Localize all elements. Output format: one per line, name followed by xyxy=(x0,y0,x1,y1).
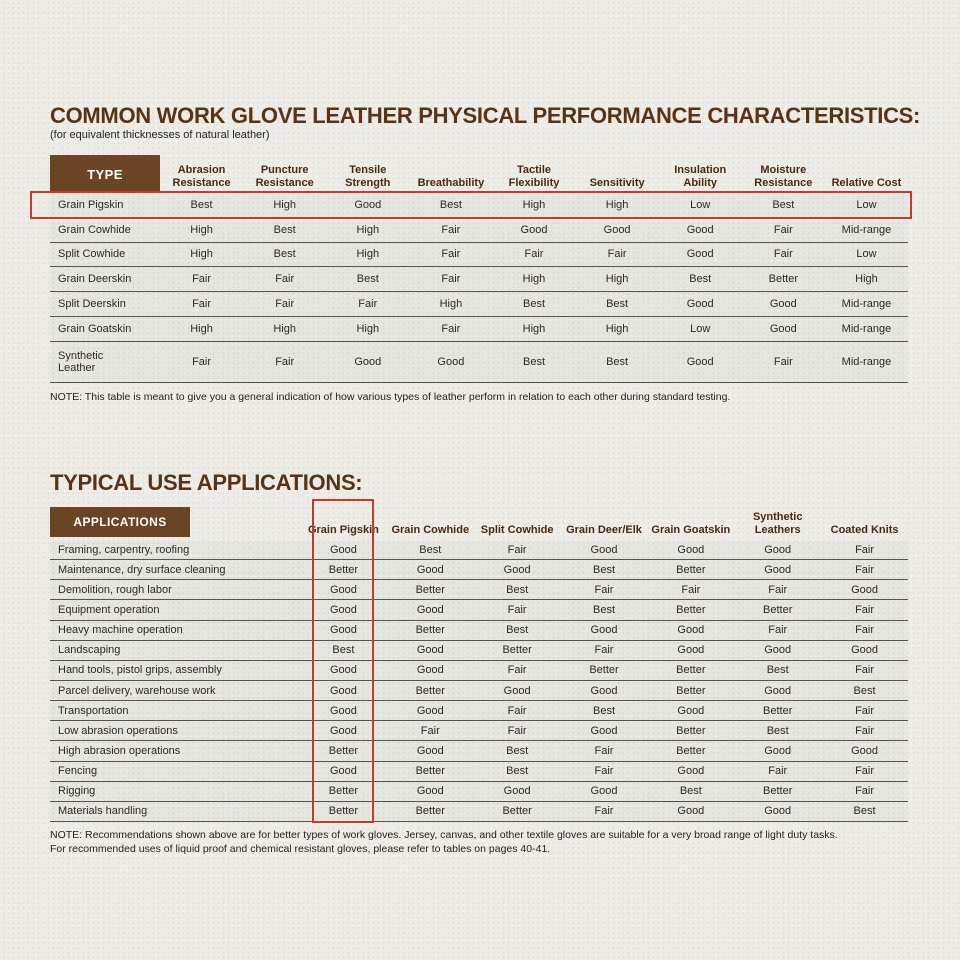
value-cell: Good xyxy=(590,785,618,798)
value-cell: Good xyxy=(329,583,357,596)
table-row xyxy=(50,580,908,600)
value-cell: Fair xyxy=(275,355,295,368)
value-cell: Good xyxy=(686,248,714,261)
table-row xyxy=(50,292,908,317)
value-cell: Fair xyxy=(441,273,461,286)
value-cell: Fair xyxy=(594,583,614,596)
value-cell: High xyxy=(356,322,380,335)
value-cell: Best xyxy=(592,704,615,717)
value-cell: Good xyxy=(416,644,444,657)
value-cell: Best xyxy=(606,298,629,311)
value-cell: Good xyxy=(764,684,792,697)
value-cell: Better xyxy=(415,805,445,818)
value-cell: High xyxy=(522,198,546,211)
value-cell: Mid-range xyxy=(841,298,892,311)
value-cell: High xyxy=(273,322,296,335)
column-header-synthetic: Synthetic Leathers xyxy=(752,511,803,537)
value-cell: High xyxy=(522,273,546,286)
value-cell: High xyxy=(356,223,380,236)
value-cell: Good xyxy=(329,765,357,778)
value-cell: Good xyxy=(329,724,357,737)
column-header-grain-cowhide: Grain Cowhide xyxy=(391,524,470,537)
value-cell: Fair xyxy=(507,704,527,717)
applications-note-line2: For recommended uses of liquid proof and chemical resistant gloves, please refer to tables on pages 40-41. xyxy=(50,843,551,856)
value-cell: Better xyxy=(768,273,798,286)
table-row xyxy=(50,193,908,218)
value-cell: Good xyxy=(686,298,714,311)
row-label: Equipment operation xyxy=(58,603,160,616)
value-cell: Fair xyxy=(773,248,793,261)
table-row xyxy=(50,243,908,268)
row-label: Grain Deerskin xyxy=(58,273,132,286)
value-cell: Good xyxy=(416,603,444,616)
value-cell: Fair xyxy=(275,273,295,286)
value-cell: Fair xyxy=(358,298,378,311)
value-cell: Best xyxy=(273,223,296,236)
value-cell: Best xyxy=(689,273,712,286)
value-cell: Good xyxy=(764,644,792,657)
column-header-coated-knits: Coated Knits xyxy=(830,524,899,537)
table-row xyxy=(50,621,908,641)
value-cell: Fair xyxy=(855,704,875,717)
row-label: Grain Pigskin xyxy=(58,198,124,211)
value-cell: Fair xyxy=(855,724,875,737)
value-cell: Good xyxy=(416,664,444,677)
column-header-split-cowhide: Split Cowhide xyxy=(480,524,554,537)
value-cell: High xyxy=(439,298,463,311)
value-cell: Fair xyxy=(275,298,295,311)
value-cell: Good xyxy=(354,198,382,211)
value-cell: Best xyxy=(679,785,702,798)
row-label: Framing, carpentry, roofing xyxy=(58,543,190,556)
value-cell: Good xyxy=(851,644,879,657)
value-cell: Better xyxy=(676,684,706,697)
value-cell: Good xyxy=(851,583,879,596)
value-cell: Fair xyxy=(507,664,527,677)
value-cell: Good xyxy=(686,223,714,236)
value-cell: Good xyxy=(764,744,792,757)
table-row xyxy=(50,317,908,342)
value-cell: Fair xyxy=(855,664,875,677)
value-cell: Fair xyxy=(594,765,614,778)
row-label: Landscaping xyxy=(58,644,121,657)
value-cell: Good xyxy=(677,704,705,717)
value-cell: Good xyxy=(764,805,792,818)
column-header-tensile: Tensile Strength xyxy=(345,164,391,190)
characteristics-subtitle: (for equivalent thicknesses of natural leather) xyxy=(50,129,270,141)
value-cell: Good xyxy=(764,543,792,556)
column-header-cost: Relative Cost xyxy=(831,177,902,190)
value-cell: Good xyxy=(764,563,792,576)
value-cell: Good xyxy=(590,724,618,737)
value-cell: Fair xyxy=(507,543,527,556)
value-cell: Good xyxy=(590,684,618,697)
value-cell: High xyxy=(356,248,380,261)
value-cell: Fair xyxy=(773,355,793,368)
value-cell: Better xyxy=(328,563,359,576)
value-cell: Better xyxy=(328,805,359,818)
value-cell: Fair xyxy=(855,603,875,616)
row-label: Grain Goatskin xyxy=(58,322,132,335)
value-cell: Good xyxy=(329,603,357,616)
value-cell: Good xyxy=(677,644,705,657)
value-cell: Fair xyxy=(507,603,527,616)
value-cell: Best xyxy=(522,298,545,311)
characteristics-note: NOTE: This table is meant to give you a general indication of how various types of leather perform in relation to each other during standard testing. xyxy=(50,391,731,403)
value-cell: Best xyxy=(439,198,462,211)
applications-note xyxy=(50,828,838,856)
value-cell: Better xyxy=(676,724,706,737)
value-cell: Good xyxy=(677,805,705,818)
value-cell: Good xyxy=(503,785,531,798)
value-cell: Better xyxy=(328,744,359,757)
value-cell: Better xyxy=(415,583,445,596)
value-cell: Fair xyxy=(768,583,788,596)
table-row xyxy=(50,218,908,243)
value-cell: High xyxy=(522,322,546,335)
table-row xyxy=(50,762,908,782)
characteristics-table-body xyxy=(50,193,908,383)
table-row xyxy=(50,342,908,383)
value-cell: Better xyxy=(763,704,793,717)
value-cell: Best xyxy=(273,248,296,261)
row-label: Low abrasion operations xyxy=(58,724,178,737)
row-label: Demolition, rough labor xyxy=(58,583,172,596)
value-cell: Good xyxy=(329,543,357,556)
applications-table xyxy=(50,504,908,822)
value-cell: Fair xyxy=(768,624,788,637)
value-cell: Good xyxy=(437,355,465,368)
value-cell: Fair xyxy=(594,805,614,818)
row-label: Split Deerskin xyxy=(58,298,126,311)
value-cell: Fair xyxy=(420,724,440,737)
value-cell: Best xyxy=(853,684,876,697)
value-cell: Fair xyxy=(441,248,461,261)
value-cell: High xyxy=(190,248,213,261)
value-cell: Best xyxy=(506,765,529,778)
value-cell: Good xyxy=(329,684,357,697)
value-cell: Best xyxy=(606,355,629,368)
column-header-tactile: Tactile Flexibility xyxy=(508,164,560,190)
value-cell: Best xyxy=(419,543,442,556)
value-cell: Good xyxy=(416,704,444,717)
value-cell: Good xyxy=(677,543,705,556)
applications-table-body xyxy=(50,540,908,822)
row-label: Rigging xyxy=(58,785,96,798)
value-cell: Better xyxy=(502,644,532,657)
row-label: Maintenance, dry surface cleaning xyxy=(58,563,226,576)
value-cell: Fair xyxy=(441,223,461,236)
row-label: Materials handling xyxy=(58,805,148,818)
value-cell: Best xyxy=(772,198,795,211)
table-row xyxy=(50,267,908,292)
value-cell: Best xyxy=(522,355,545,368)
value-cell: Better xyxy=(676,664,706,677)
value-cell: Better xyxy=(676,563,706,576)
value-cell: Good xyxy=(329,664,357,677)
characteristics-title: COMMON WORK GLOVE LEATHER PHYSICAL PERFORMANCE CHARACTERISTICS: xyxy=(50,103,921,128)
value-cell: Good xyxy=(416,563,444,576)
applications-table-header xyxy=(50,504,908,540)
value-cell: Fair xyxy=(855,765,875,778)
value-cell: Good xyxy=(503,684,531,697)
value-cell: Good xyxy=(503,563,531,576)
value-cell: Better xyxy=(415,684,445,697)
value-cell: Fair xyxy=(507,724,527,737)
value-cell: Fair xyxy=(594,644,614,657)
row-label: Synthetic Leather xyxy=(58,349,104,374)
value-cell: Good xyxy=(329,624,357,637)
table-row xyxy=(50,721,908,741)
value-cell: Mid-range xyxy=(841,355,892,368)
value-cell: Fair xyxy=(441,322,461,335)
value-cell: Fair xyxy=(192,298,212,311)
value-cell: Best xyxy=(190,198,213,211)
value-cell: Better xyxy=(676,744,706,757)
row-label: Grain Cowhide xyxy=(58,223,131,236)
value-cell: Fair xyxy=(855,785,875,798)
value-cell: Good xyxy=(677,765,705,778)
row-label: Hand tools, pistol grips, assembly xyxy=(58,664,222,677)
applications-header-cell xyxy=(50,504,300,540)
value-cell: Fair xyxy=(773,223,793,236)
value-cell: High xyxy=(605,322,629,335)
value-cell: Best xyxy=(766,664,789,677)
table-row xyxy=(50,641,908,661)
value-cell: Low xyxy=(690,198,711,211)
value-cell: Better xyxy=(589,664,619,677)
value-cell: Fair xyxy=(192,355,212,368)
value-cell: Good xyxy=(677,624,705,637)
column-header-sensitivity: Sensitivity xyxy=(589,177,645,190)
table-row xyxy=(50,661,908,681)
value-cell: Best xyxy=(332,644,355,657)
value-cell: High xyxy=(190,322,213,335)
value-cell: Mid-range xyxy=(841,223,892,236)
value-cell: Fair xyxy=(855,543,875,556)
column-header-insulation: Insulation Ability xyxy=(674,164,727,190)
value-cell: Best xyxy=(592,603,615,616)
column-header-grain-pigskin: Grain Pigskin xyxy=(307,524,379,537)
value-cell: Fair xyxy=(681,583,701,596)
value-cell: High xyxy=(190,223,213,236)
applications-note-line1: NOTE: Recommendations shown above are for better types of work gloves. Jersey, canvas, and other textile gloves are suitable for a very broad range of light duty tasks. xyxy=(50,829,838,841)
characteristics-table-header xyxy=(50,155,908,193)
column-header-moisture: Moisture Resistance xyxy=(754,164,813,190)
value-cell: Good xyxy=(769,298,797,311)
row-label: Transportation xyxy=(58,704,129,717)
value-cell: Low xyxy=(690,322,711,335)
value-cell: High xyxy=(855,273,878,286)
column-header-grain-deer-elk: Grain Deer/Elk xyxy=(566,524,642,537)
applications-header-box: APPLICATIONS xyxy=(50,507,190,537)
row-label: Split Cowhide xyxy=(58,248,126,261)
value-cell: Mid-range xyxy=(841,322,892,335)
value-cell: Better xyxy=(763,603,793,616)
row-label: Fencing xyxy=(58,765,98,778)
value-cell: Better xyxy=(502,805,532,818)
value-cell: Better xyxy=(415,765,445,778)
value-cell: Good xyxy=(329,704,357,717)
table-row xyxy=(50,540,908,560)
value-cell: Good xyxy=(686,355,714,368)
value-cell: Best xyxy=(356,273,379,286)
value-cell: Best xyxy=(766,724,789,737)
column-header-puncture: Puncture Resistance xyxy=(255,164,314,190)
row-label: Heavy machine operation xyxy=(58,624,183,637)
value-cell: Fair xyxy=(192,273,212,286)
value-cell: Good xyxy=(416,785,444,798)
value-cell: Better xyxy=(415,624,445,637)
value-cell: Fair xyxy=(607,248,627,261)
value-cell: Good xyxy=(354,355,382,368)
value-cell: Best xyxy=(506,744,529,757)
table-row xyxy=(50,782,908,802)
value-cell: High xyxy=(605,273,629,286)
value-cell: Best xyxy=(853,805,876,818)
value-cell: Better xyxy=(328,785,359,798)
table-row xyxy=(50,741,908,761)
row-label: High abrasion operations xyxy=(58,744,181,757)
value-cell: Good xyxy=(590,543,618,556)
value-cell: Best xyxy=(592,563,615,576)
value-cell: Good xyxy=(520,223,548,236)
column-header-abrasion: Abrasion Resistance xyxy=(172,164,231,190)
value-cell: Fair xyxy=(524,248,544,261)
column-header-grain-goatskin: Grain Goatskin xyxy=(651,524,731,537)
value-cell: Low xyxy=(856,248,877,261)
value-cell: Low xyxy=(856,198,877,211)
value-cell: Fair xyxy=(768,765,788,778)
type-header-box: TYPE xyxy=(50,155,160,193)
column-header-breathability: Breathability xyxy=(417,177,485,190)
table-row xyxy=(50,681,908,701)
applications-title: TYPICAL USE APPLICATIONS: xyxy=(50,470,363,495)
value-cell: Better xyxy=(763,785,793,798)
value-cell: Good xyxy=(590,624,618,637)
table-row xyxy=(50,701,908,721)
characteristics-table xyxy=(50,155,908,383)
value-cell: Best xyxy=(506,583,529,596)
table-row xyxy=(50,560,908,580)
value-cell: High xyxy=(273,198,296,211)
value-cell: Best xyxy=(506,624,529,637)
row-label: Parcel delivery, warehouse work xyxy=(58,684,216,697)
value-cell: Better xyxy=(676,603,706,616)
value-cell: Fair xyxy=(855,563,875,576)
value-cell: High xyxy=(605,198,629,211)
value-cell: Fair xyxy=(855,624,875,637)
value-cell: Good xyxy=(416,744,444,757)
value-cell: Good xyxy=(603,223,631,236)
value-cell: Good xyxy=(769,322,797,335)
table-row xyxy=(50,802,908,822)
table-row xyxy=(50,600,908,620)
value-cell: Good xyxy=(851,744,879,757)
value-cell: Fair xyxy=(594,744,614,757)
